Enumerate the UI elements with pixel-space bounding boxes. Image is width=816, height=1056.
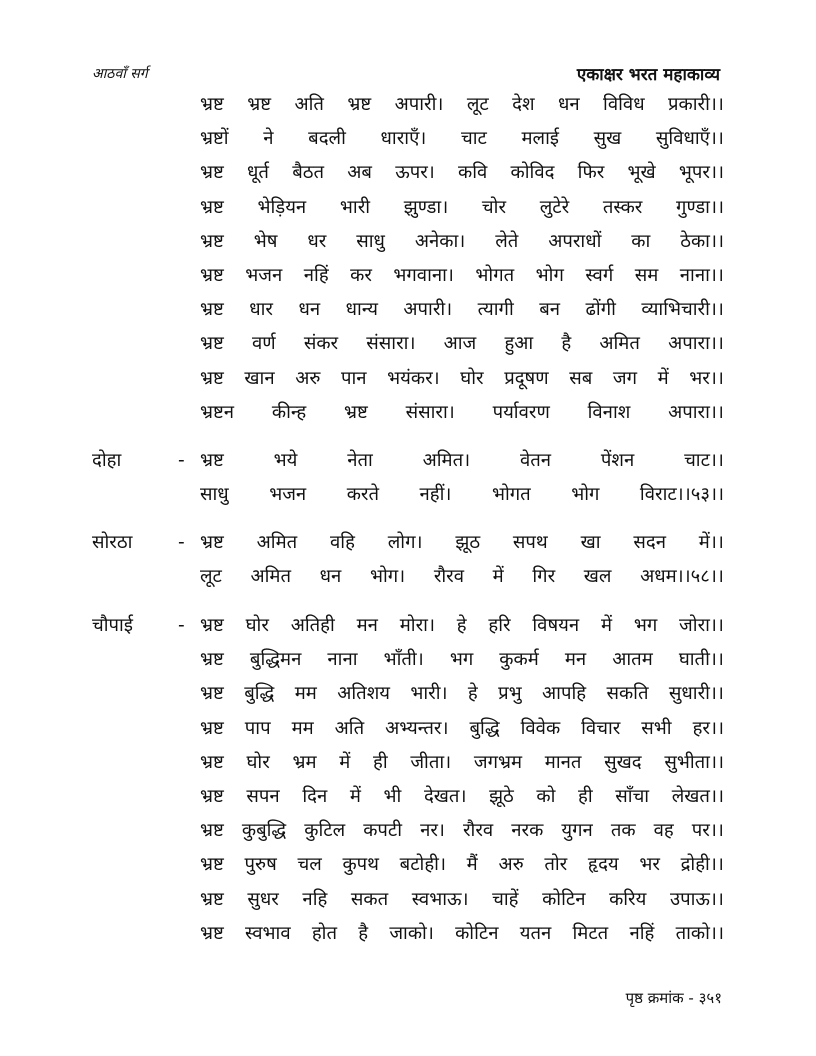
verse-line: भ्रष्ट कुबुद्धि कुटिल कपटी नर। रौरव नरक युगन तक वह पर।। [200,820,724,842]
soratha-dash: - [178,532,185,553]
verse-line: लूट अमित धन भोग। रौरव में गिर खल अधम।।५८।। [200,566,724,587]
verse-line: भ्रष्ट भये नेता अमित। वेतन पेंशन चाट।। [200,450,724,471]
page-number: पृष्ठ क्रमांक - ३५१ [625,989,722,1007]
verse-line: भ्रष्ट सुधर नहि सकत स्वभाऊ। चाहें कोटिन करिय उपाऊ।। [200,888,724,910]
verse-line: भ्रष्ट स्वभाव होत है जाको। कोटिन यतन मिटत नहिं ताको।। [200,922,724,944]
verse-line: भ्रष्टों ने बदली धाराएँ। चाट मलाई सुख सुविधाएँ।। [200,128,724,150]
verse-line: भ्रष्ट भेड़ियन भारी झुण्डा। चोर लुटेरे तस्कर गुण्डा।। [200,196,724,218]
verse-line: भ्रष्ट भेष धर साधु अनेका। लेते अपराधों का ठेका।। [200,230,724,252]
chaupai-dash: - [178,615,185,636]
verse-line: साधु भजन करते नहीं। भोगत भोग विराट।।५३।। [200,484,724,505]
verse-line: भ्रष्ट सपन दिन में भी देखत। झूठे को ही साँचा लेखत।। [200,786,724,807]
verse-line: भ्रष्ट धूर्त बैठत अब ऊपर। कवि कोविद फिर भूखे भूपर।। [200,162,724,184]
verse-line: भ्रष्ट अमित वहि लोग। झूठ सपथ खा सदन में।। [200,532,724,553]
verse-line: भ्रष्ट बुद्धिमन नाना भाँती। भग कुकर्म मन आतम घाती।। [200,649,724,671]
verse-line: भ्रष्ट धार धन धान्य अपारी। त्यागी बन ढोंगी व्याभिचारी।। [200,299,724,321]
verse-line: भ्रष्ट घोर भ्रम में ही जीता। जगभ्रम मानत सुखद सुभीता।। [200,751,724,773]
verse-line: भ्रष्ट खान अरु पान भयंकर। घोर प्रदूषण सब जग में भर।। [200,367,724,389]
verse-line: भ्रष्टन कीन्ह भ्रष्ट संसारा। पर्यावरण विनाश अपारा।। [200,401,724,423]
chapter-title: आठवाँ सर्ग [92,66,148,82]
soratha-label: सोरठा [92,532,133,553]
verse-line: भ्रष्ट भजन नहिं कर भगवाना। भोगत भोग स्वर्ग सम नाना।। [200,265,724,286]
doha-label: दोहा [92,450,122,471]
verse-line: भ्रष्ट घोर अतिही मन मोरा। हे हरि विषयन में भग जोरा।। [200,615,724,636]
chaupai-label: चौपाई [92,615,133,636]
verse-line: भ्रष्ट भ्रष्ट अति भ्रष्ट अपारी। लूट देश धन विविध प्रकारी।। [200,94,724,115]
verse-line: भ्रष्ट पुरुष चल कुपथ बटोही। मैं अरु तोर हृदय भर द्रोही।। [200,854,724,876]
book-title: एकाक्षर भरत महाकाव्य [576,65,720,85]
verse-line: भ्रष्ट बुद्धि मम अतिशय भारी। हे प्रभु आपहि सकति सुधारी।। [200,683,724,705]
verse-line: भ्रष्ट वर्ण संकर संसारा। आज हुआ है अमित अपारा।। [200,333,724,355]
verse-line: भ्रष्ट पाप मम अति अभ्यन्तर। बुद्धि विवेक विचार सभी हर।। [200,717,724,739]
doha-dash: - [178,450,185,471]
